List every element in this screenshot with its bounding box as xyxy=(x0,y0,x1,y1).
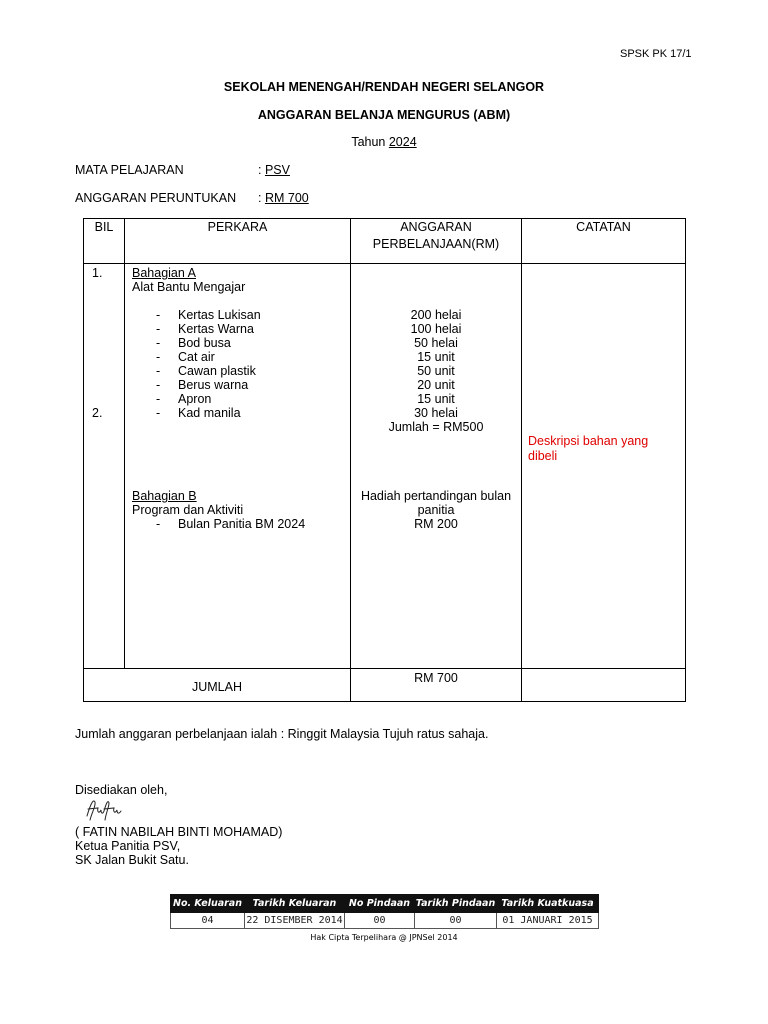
version-value: 00 xyxy=(345,913,415,929)
bil-1: 1. xyxy=(92,266,103,280)
version-header: Tarikh Kuatkuasa xyxy=(497,895,599,913)
amount-1: 100 helai xyxy=(410,322,462,336)
subject-colon: : xyxy=(258,163,265,177)
perkara-cell xyxy=(125,264,351,669)
header-anggaran-line1: ANGGARAN xyxy=(400,220,472,234)
version-value: 01 JANUARI 2015 xyxy=(497,913,599,929)
part-a-total: Jumlah = RM500 xyxy=(388,420,484,434)
part-b-amount: RM 200 xyxy=(414,517,458,531)
header-catatan: CATATAN xyxy=(522,219,686,264)
summary-text: Jumlah anggaran perbelanjaan ialah : Ringgit Malaysia Tujuh ratus sahaja. xyxy=(75,727,489,741)
part-a-title: Bahagian A xyxy=(132,266,196,280)
subject-field xyxy=(258,163,290,177)
amount-7: 30 helai xyxy=(414,406,458,420)
allocation-value: RM 700 xyxy=(264,191,309,205)
budget-table-header xyxy=(84,219,686,264)
subject-label: MATA PELAJARAN xyxy=(75,163,184,177)
year-line xyxy=(0,135,768,149)
list-item: - Bod busa xyxy=(156,336,231,350)
amount-5: 20 unit xyxy=(417,378,455,392)
version-value: 22 DISEMBER 2014 xyxy=(245,913,345,929)
note-line2: dibeli xyxy=(528,449,558,463)
signatory-school: SK Jalan Bukit Satu. xyxy=(75,853,189,867)
amount-3: 15 unit xyxy=(417,350,455,364)
version-header: Tarikh Keluaran xyxy=(245,895,345,913)
version-value: 04 xyxy=(171,913,245,929)
total-value: RM 700 xyxy=(351,669,522,702)
list-item: - Kad manila xyxy=(156,406,241,420)
header-perkara: PERKARA xyxy=(125,219,351,264)
version-table xyxy=(170,894,599,929)
part-b-title: Bahagian B xyxy=(132,489,197,503)
list-item: - Cat air xyxy=(156,350,215,364)
bil-cell xyxy=(84,264,125,669)
list-item: - Cawan plastik xyxy=(156,364,256,378)
header-anggaran xyxy=(351,219,522,264)
total-row xyxy=(84,669,686,702)
part-a-subtitle: Alat Bantu Mengajar xyxy=(132,280,246,294)
signatory-position: Ketua Panitia PSV, xyxy=(75,839,181,853)
year-label: Tahun xyxy=(351,135,389,149)
part-b-desc-line2: panitia xyxy=(417,503,455,517)
signature-image xyxy=(84,796,124,822)
part-b-item: - Bulan Panitia BM 2024 xyxy=(156,517,306,531)
version-header: No Pindaan xyxy=(345,895,415,913)
version-header-row xyxy=(171,895,599,913)
total-note-cell xyxy=(522,669,686,702)
list-item: - Apron xyxy=(156,392,212,406)
total-label: JUMLAH xyxy=(84,669,351,702)
header-bil: BIL xyxy=(84,219,125,264)
bil-2: 2. xyxy=(92,406,103,420)
budget-table-body xyxy=(84,264,686,669)
header-anggaran-line2: PERBELANJAAN(RM) xyxy=(372,237,500,251)
amount-4: 50 unit xyxy=(417,364,455,378)
amount-2: 50 helai xyxy=(414,336,458,350)
catatan-cell xyxy=(522,264,686,669)
amount-0: 200 helai xyxy=(410,308,462,322)
document-title: ANGGARAN BELANJA MENGURUS (ABM) xyxy=(257,108,511,122)
school-heading: SEKOLAH MENENGAH/RENDAH NEGERI SELANGOR xyxy=(223,80,545,94)
allocation-label: ANGGARAN PERUNTUKAN xyxy=(75,191,237,205)
copyright-notice: Hak Cipta Terpelihara @ JPNSel 2014 xyxy=(310,933,458,942)
list-item: - Berus warna xyxy=(156,378,249,392)
note-line1: Deskripsi bahan yang xyxy=(528,434,649,448)
prepared-by-label: Disediakan oleh, xyxy=(75,783,168,797)
part-b-desc-line1: Hadiah pertandingan bulan xyxy=(360,489,512,503)
version-header: No. Keluaran xyxy=(171,895,245,913)
version-value-row xyxy=(171,913,599,929)
budget-table xyxy=(83,218,686,702)
list-item: - Kertas Warna xyxy=(156,322,254,336)
list-item: - Kertas Lukisan xyxy=(156,308,261,322)
form-code: SPSK PK 17/1 xyxy=(620,48,692,60)
allocation-colon: : xyxy=(258,191,265,205)
version-header: Tarikh Pindaan xyxy=(415,895,497,913)
version-value: 00 xyxy=(415,913,497,929)
anggaran-cell xyxy=(351,264,522,669)
year-value: 2024 xyxy=(388,135,417,149)
amount-6: 15 unit xyxy=(417,392,455,406)
allocation-field xyxy=(258,191,309,205)
signatory-name: ( FATIN NABILAH BINTI MOHAMAD) xyxy=(75,825,283,839)
subject-value: PSV xyxy=(264,163,290,177)
part-b-subtitle: Program dan Aktiviti xyxy=(132,503,244,517)
